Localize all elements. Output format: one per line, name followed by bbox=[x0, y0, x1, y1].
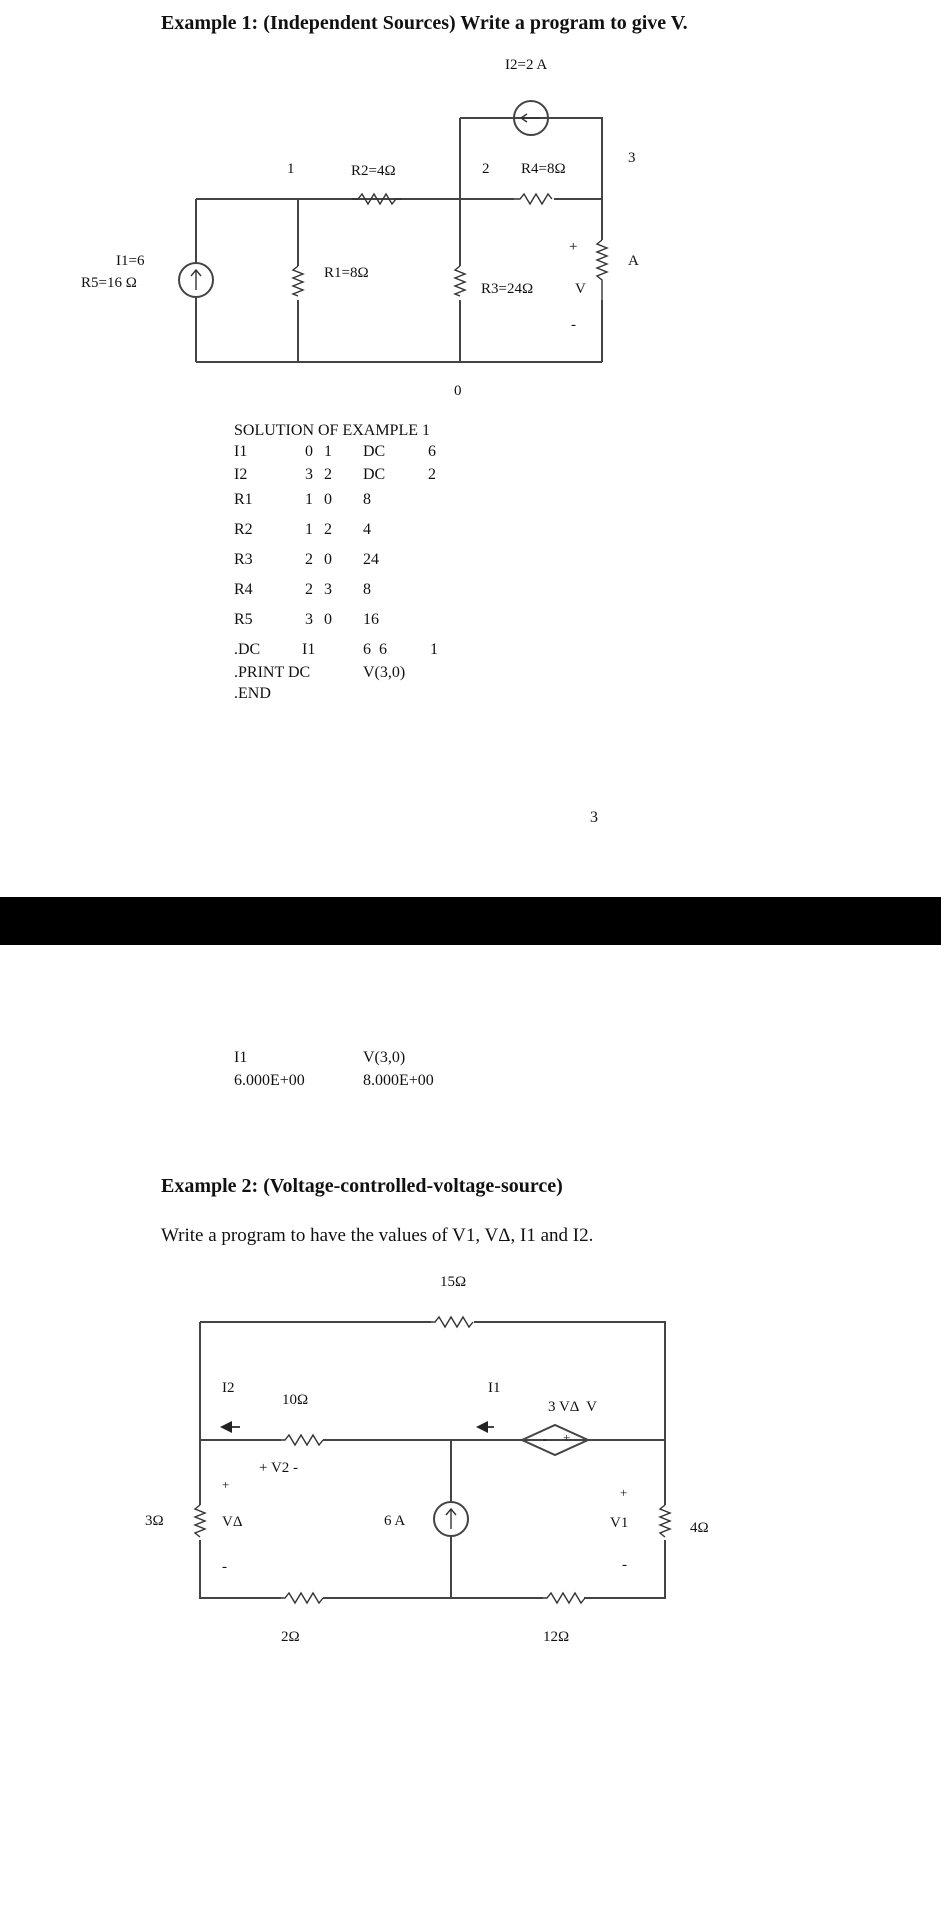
i1-label: I1 bbox=[488, 1380, 501, 1396]
v1-label: V1 bbox=[610, 1515, 629, 1531]
dc-range: 6 6 bbox=[363, 641, 387, 658]
netlist-node: 0 bbox=[324, 491, 332, 508]
netlist-node: 0 bbox=[324, 611, 332, 628]
netlist-name: I1 bbox=[234, 443, 248, 460]
netlist-name: I2 bbox=[234, 466, 248, 483]
r4-resistor bbox=[514, 194, 552, 204]
vdelta-label: VΔ bbox=[222, 1514, 243, 1530]
node-3-units: A bbox=[628, 253, 639, 269]
results-col2-header: V(3,0) bbox=[363, 1049, 406, 1066]
example1-circuit bbox=[179, 101, 607, 362]
i2-label: I2=2 A bbox=[505, 57, 548, 73]
page-separator bbox=[0, 897, 941, 945]
r1-resistor bbox=[293, 266, 303, 296]
dc-source: I1 bbox=[302, 641, 316, 658]
r15-resistor bbox=[431, 1317, 473, 1327]
vcvs-minus: - bbox=[543, 1432, 547, 1446]
netlist-name: R1 bbox=[234, 491, 253, 508]
current-6a-label: 6 A bbox=[384, 1513, 406, 1529]
i1-label: I1=6 bbox=[116, 253, 145, 269]
dc-step: 1 bbox=[430, 641, 438, 658]
netlist-node: 1 bbox=[305, 491, 313, 508]
plus-sign: + bbox=[569, 239, 578, 255]
r12-label: 12Ω bbox=[543, 1629, 570, 1645]
vdelta-plus: + bbox=[222, 1477, 230, 1492]
r12-resistor bbox=[543, 1593, 585, 1603]
example1-title: Example 1: (Independent Sources) Write a program to give V. bbox=[161, 12, 688, 34]
node-0-label: 0 bbox=[454, 383, 462, 399]
vdelta-minus: - bbox=[222, 1559, 227, 1575]
netlist-node: 1 bbox=[324, 443, 332, 460]
netlist-value: DC bbox=[363, 466, 386, 483]
r10-label: 10Ω bbox=[282, 1392, 309, 1408]
print-command: .PRINT DC bbox=[234, 664, 311, 681]
v1-minus: - bbox=[622, 1557, 627, 1573]
netlist-node: 2 bbox=[324, 466, 332, 483]
end-command: .END bbox=[234, 685, 271, 702]
arrow-left-icon bbox=[476, 1421, 488, 1433]
example2-title: Example 2: (Voltage-controlled-voltage-source) bbox=[161, 1175, 563, 1197]
netlist-node: 3 bbox=[305, 611, 313, 628]
netlist-name: R2 bbox=[234, 521, 253, 538]
netlist-node: 3 bbox=[305, 466, 313, 483]
r3-resistor bbox=[195, 1505, 205, 1537]
page-number: 3 bbox=[590, 809, 598, 826]
r5-label: R5=16 Ω bbox=[81, 275, 137, 291]
netlist-node: 3 bbox=[324, 581, 332, 598]
netlist-name: R4 bbox=[234, 581, 253, 598]
v2-label: + V2 - bbox=[259, 1460, 299, 1476]
r10-resistor bbox=[281, 1435, 323, 1445]
dc-command: .DC bbox=[234, 641, 261, 658]
r3-label: 3Ω bbox=[145, 1513, 164, 1529]
node-3-label: 3 bbox=[628, 150, 636, 166]
r15-label: 15Ω bbox=[440, 1274, 467, 1290]
netlist-value: 8 bbox=[363, 491, 371, 508]
netlist-value: 24 bbox=[363, 551, 379, 568]
netlist-value: DC bbox=[363, 443, 386, 460]
example2-prompt: Write a program to have the values of V1, VΔ, I1 and I2. bbox=[161, 1225, 594, 1246]
node-2-label: 2 bbox=[482, 161, 490, 177]
netlist-node: 2 bbox=[305, 551, 313, 568]
netlist-value: 16 bbox=[363, 611, 379, 628]
arrow-left-icon bbox=[220, 1421, 232, 1433]
vcvs-plus: + bbox=[563, 1430, 571, 1445]
netlist-value: 8 bbox=[363, 581, 371, 598]
netlist-name: R3 bbox=[234, 551, 253, 568]
netlist-extra: 6 bbox=[428, 443, 436, 460]
r3-label: R3=24Ω bbox=[481, 281, 534, 297]
r2-label: R2=4Ω bbox=[351, 163, 396, 179]
r2-label: 2Ω bbox=[281, 1629, 300, 1645]
netlist-node: 0 bbox=[324, 551, 332, 568]
results-col1-header: I1 bbox=[234, 1049, 248, 1066]
netlist-name: R5 bbox=[234, 611, 253, 628]
vcvs-label: 3 VΔ V bbox=[548, 1399, 597, 1415]
r2-resistor bbox=[281, 1593, 323, 1603]
node-1-label: 1 bbox=[287, 161, 295, 177]
minus-sign: - bbox=[571, 317, 576, 333]
r4-label: 4Ω bbox=[690, 1520, 709, 1536]
v-label: V bbox=[575, 281, 586, 297]
r4-resistor bbox=[660, 1505, 670, 1537]
results-col2-value: 8.000E+00 bbox=[363, 1072, 434, 1089]
r1-label: R1=8Ω bbox=[324, 265, 369, 281]
v1-plus: + bbox=[620, 1485, 628, 1500]
solution-title: SOLUTION OF EXAMPLE 1 bbox=[234, 422, 430, 439]
netlist-extra: 2 bbox=[428, 466, 436, 483]
netlist-node: 2 bbox=[324, 521, 332, 538]
results-col1-value: 6.000E+00 bbox=[234, 1072, 305, 1089]
r5-resistor bbox=[597, 240, 607, 300]
i2-label: I2 bbox=[222, 1380, 235, 1396]
r3-resistor bbox=[455, 266, 465, 296]
netlist-node: 0 bbox=[305, 443, 313, 460]
netlist-value: 4 bbox=[363, 521, 371, 538]
print-variable: V(3,0) bbox=[363, 664, 406, 681]
r4-label: R4=8Ω bbox=[521, 161, 566, 177]
netlist-node: 2 bbox=[305, 581, 313, 598]
netlist-node: 1 bbox=[305, 521, 313, 538]
